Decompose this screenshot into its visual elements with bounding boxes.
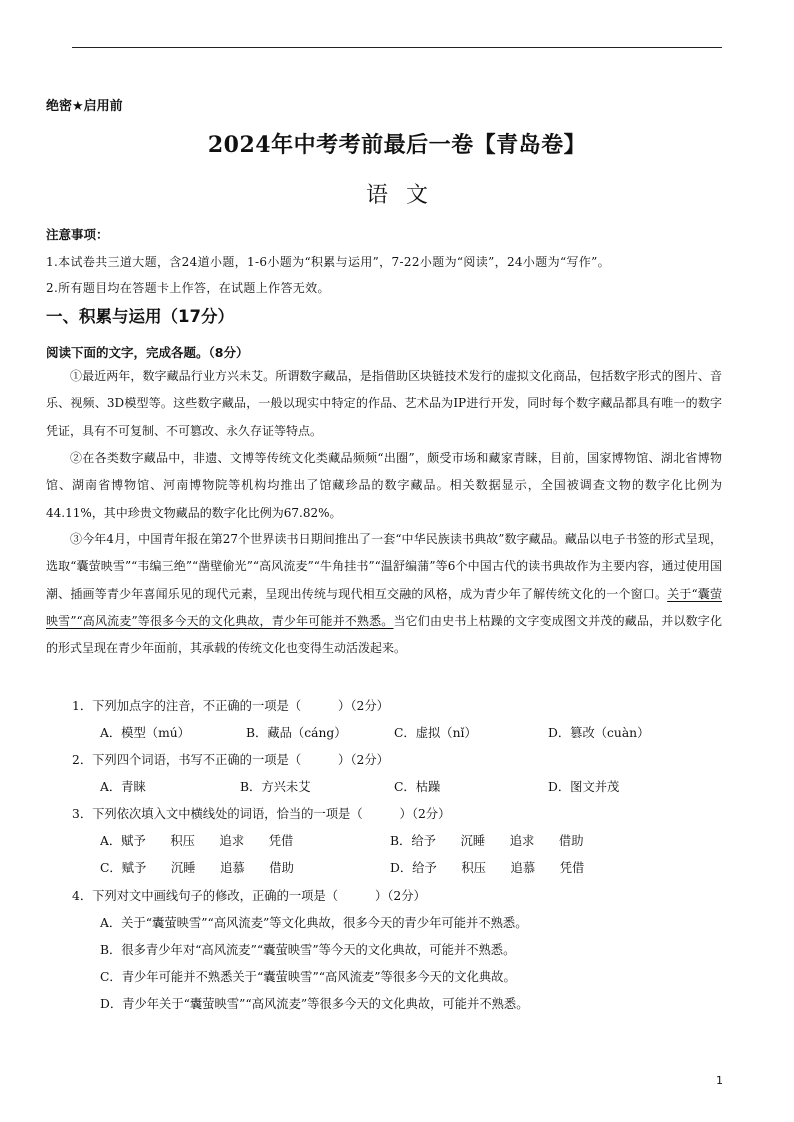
question-4-stem: 4．下列对文中画线句子的修改，正确的一项是（ ）（2分） — [72, 889, 426, 903]
reading-instruction: 阅读下面的文字，完成各题。（8分） — [46, 345, 249, 360]
question-3-option-b[interactable]: B．给予 沉睡 追求 借助 — [390, 834, 584, 848]
notice-heading: 注意事项： — [46, 227, 109, 242]
section-heading: 一、积累与运用（17分） — [46, 307, 234, 326]
question-1-option-d[interactable]: D．篡改（cuàn） — [548, 726, 650, 740]
passage-paragraph-1: ①最近两年，数字藏品行业方兴未艾。所谓数字藏品，是指借助区块链技术发行的虚拟文化商品，包括数字形式的图片、音乐、视频、3D模型等。这些数字藏品，一般以现实中特定的作品、艺术品为IP进行开发，同时每个数字藏品都具有唯一的数字凭证，具有不可复制、不可篡改、永久存证等特点。 — [46, 369, 722, 438]
question-2-option-a[interactable]: A．青睐 — [100, 780, 146, 794]
paragraph-3-text-end: 当它们由史书上枯躁的文字变成图文并茂的藏品，并以数字化的形式呈现在青少年面前，其承载的传统文化也变得生动活泼起来。 — [46, 613, 722, 656]
header-rule — [72, 47, 722, 48]
underlined-sentence: 关于“囊萤映雪”“高风流麦”等很多今天的文化典故，青少年可能并不熟悉。 — [46, 586, 722, 628]
exam-title: 2024年中考考前最后一卷【青岛卷】 — [207, 132, 587, 158]
question-4-option-d[interactable]: D．青少年关于“囊萤映雪”“高风流麦”等很多今天的文化典故，可能并不熟悉。 — [100, 997, 529, 1011]
confidential-label: 绝密★启用前 — [46, 99, 123, 114]
question-4-option-b[interactable]: B．很多青少年对“高风流麦”“囊萤映雪”等今天的文化典故，可能并不熟悉。 — [100, 943, 516, 957]
question-3-option-a[interactable]: A．赋予 积压 追求 凭借 — [100, 834, 294, 848]
paragraph-3-text: ③今年4月，中国青年报在第27个世界读书日期间推出了一套“中华民族读书典故”数字藏品。藏品以电子书签的形式呈现，选取“囊萤映雪”“韦编三绝”“凿壁偷光”“高风流麦”“牛角挂书”“温舒编蒲”等6个中国古代的读书典故作为主要内容，通过使用国潮、插画等青少年喜闻乐见的现代元素，呈现出传统与现代相互交融的风格，成为青少年了解传统文化的一个窗口。 — [46, 532, 722, 601]
question-4-option-a[interactable]: A．关于“囊萤映雪”“高风流麦”等文化典故，很多今天的青少年可能并不熟悉。 — [100, 916, 528, 930]
question-2-option-b[interactable]: B．方兴未艾 — [240, 780, 311, 794]
question-2-stem: 2．下列四个词语，书写不正确的一项是（ ）（2分） — [72, 753, 389, 767]
question-3-option-d[interactable]: D．给予 积压 追慕 凭借 — [390, 861, 585, 875]
question-3-option-c[interactable]: C．赋予 沉睡 追慕 借助 — [100, 861, 294, 875]
question-4-option-c[interactable]: C．青少年可能并不熟悉关于“囊萤映雪”“高风流麦”等很多今天的文化典故。 — [100, 970, 516, 984]
question-1-option-a[interactable]: A．模型（mú） — [100, 726, 190, 740]
subject-title: 语文 — [365, 183, 446, 208]
notice-item: 1.本试卷共三道大题，含24道小题，1-6小题为“积累与运用”，7-22小题为“阅读”，24小题为“写作”。 — [46, 255, 610, 269]
page-number: 1 — [716, 1074, 723, 1087]
question-1-stem: 1．下列加点字的注音，不正确的一项是（ ）（2分） — [72, 699, 389, 713]
question-3-stem: 3．下列依次填入文中横线处的词语，恰当的一项是（ ）（2分） — [72, 807, 451, 821]
question-1-option-c[interactable]: C．虚拟（nǐ） — [394, 726, 477, 740]
question-1-option-b[interactable]: B．藏品（cáng） — [246, 726, 347, 740]
passage-paragraph-3 — [46, 526, 722, 662]
question-2-option-d[interactable]: D．图文并茂 — [548, 780, 620, 794]
question-2-option-c[interactable]: C．枯躁 — [394, 780, 441, 794]
passage-paragraph-2: ②在各类数字藏品中，非遗、文博等传统文化类藏品频频“出圈”，颇受市场和藏家青睐，目前，国家博物馆、湖北省博物馆、湖南省博物馆、河南博物院等机构均推出了馆藏珍品的数字藏品。相关数据显示，全国被调查文物的数字化比例为44.11%，其中珍贵文物藏品的数字化比例为67.82%。 — [46, 451, 722, 520]
notice-item: 2.所有题目均在答题卡上作答，在试题上作答无效。 — [46, 281, 330, 295]
